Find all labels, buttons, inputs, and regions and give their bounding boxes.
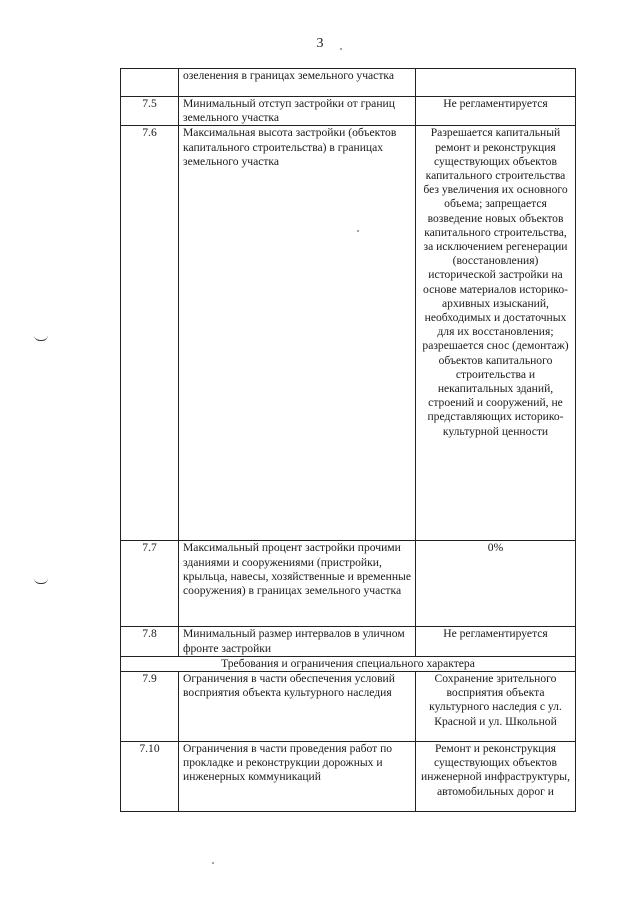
row-value: Ремонт и реконструкция существующих объектов инженерной инфраструктуры, автомобильных дорог и — [416, 742, 576, 812]
row-value: Сохранение зрительного восприятия объекта культурного наследия с ул. Красной и ул. Школьной — [416, 672, 576, 742]
row-number: 7.9 — [121, 672, 179, 742]
row-description: озеленения в границах земельного участка — [179, 69, 416, 97]
row-value: Не регламентируется — [416, 97, 576, 126]
table-row — [121, 97, 576, 126]
row-number: 7.7 — [121, 541, 179, 627]
table-row — [121, 627, 576, 656]
row-number: 7.6 — [121, 126, 179, 541]
page-number: 3 — [316, 36, 324, 51]
section-header-row — [121, 656, 576, 671]
section-title: Требования и ограничения специального характера — [121, 656, 576, 671]
row-description: Максимальная высота застройки (объектов капитального строительства) в границах земельного участка — [179, 126, 416, 541]
table-row — [121, 126, 576, 541]
table-row — [121, 69, 576, 97]
scan-speck — [357, 230, 359, 232]
row-number — [121, 69, 179, 97]
row-number: 7.5 — [121, 97, 179, 126]
row-description: Максимальный процент застройки прочими зданиями и сооружениями (пристройки, крыльца, навесы, хозяйственные и временные сооружения) в границах земельного участка — [179, 541, 416, 627]
regulations-table — [120, 68, 576, 812]
row-description: Минимальный отступ застройки от границ земельного участка — [179, 97, 416, 126]
row-value: Разрешается капитальный ремонт и реконструкция существующих объектов капитального строительства без увеличения их основного объема; запрещается возведение новых объектов капитального строительства, за исключением регенерации (восстановления) исторической застройки на основе материалов историко-архивных изысканий, необходимых и достаточных для их восстановления; разрешается снос (демонтаж) объектов капитального строительства и некапитальных зданий, строений и сооружений, не представляющих историко-культурной ценности — [416, 126, 576, 541]
table-row — [121, 742, 576, 812]
row-number: 7.10 — [121, 742, 179, 812]
row-number: 7.8 — [121, 627, 179, 656]
row-value: 0% — [416, 541, 576, 627]
binding-mark — [34, 578, 48, 584]
row-description: Ограничения в части обеспечения условий восприятия объекта культурного наследия — [179, 672, 416, 742]
binding-mark — [34, 335, 48, 341]
table-row — [121, 541, 576, 627]
row-value: Не регламентируется — [416, 627, 576, 656]
scan-speck — [212, 862, 214, 864]
row-description: Минимальный размер интервалов в уличном фронте застройки — [179, 627, 416, 656]
row-description: Ограничения в части проведения работ по прокладке и реконструкции дорожных и инженерных коммуникаций — [179, 742, 416, 812]
scan-speck — [340, 48, 342, 50]
row-value — [416, 69, 576, 97]
table-row — [121, 672, 576, 742]
